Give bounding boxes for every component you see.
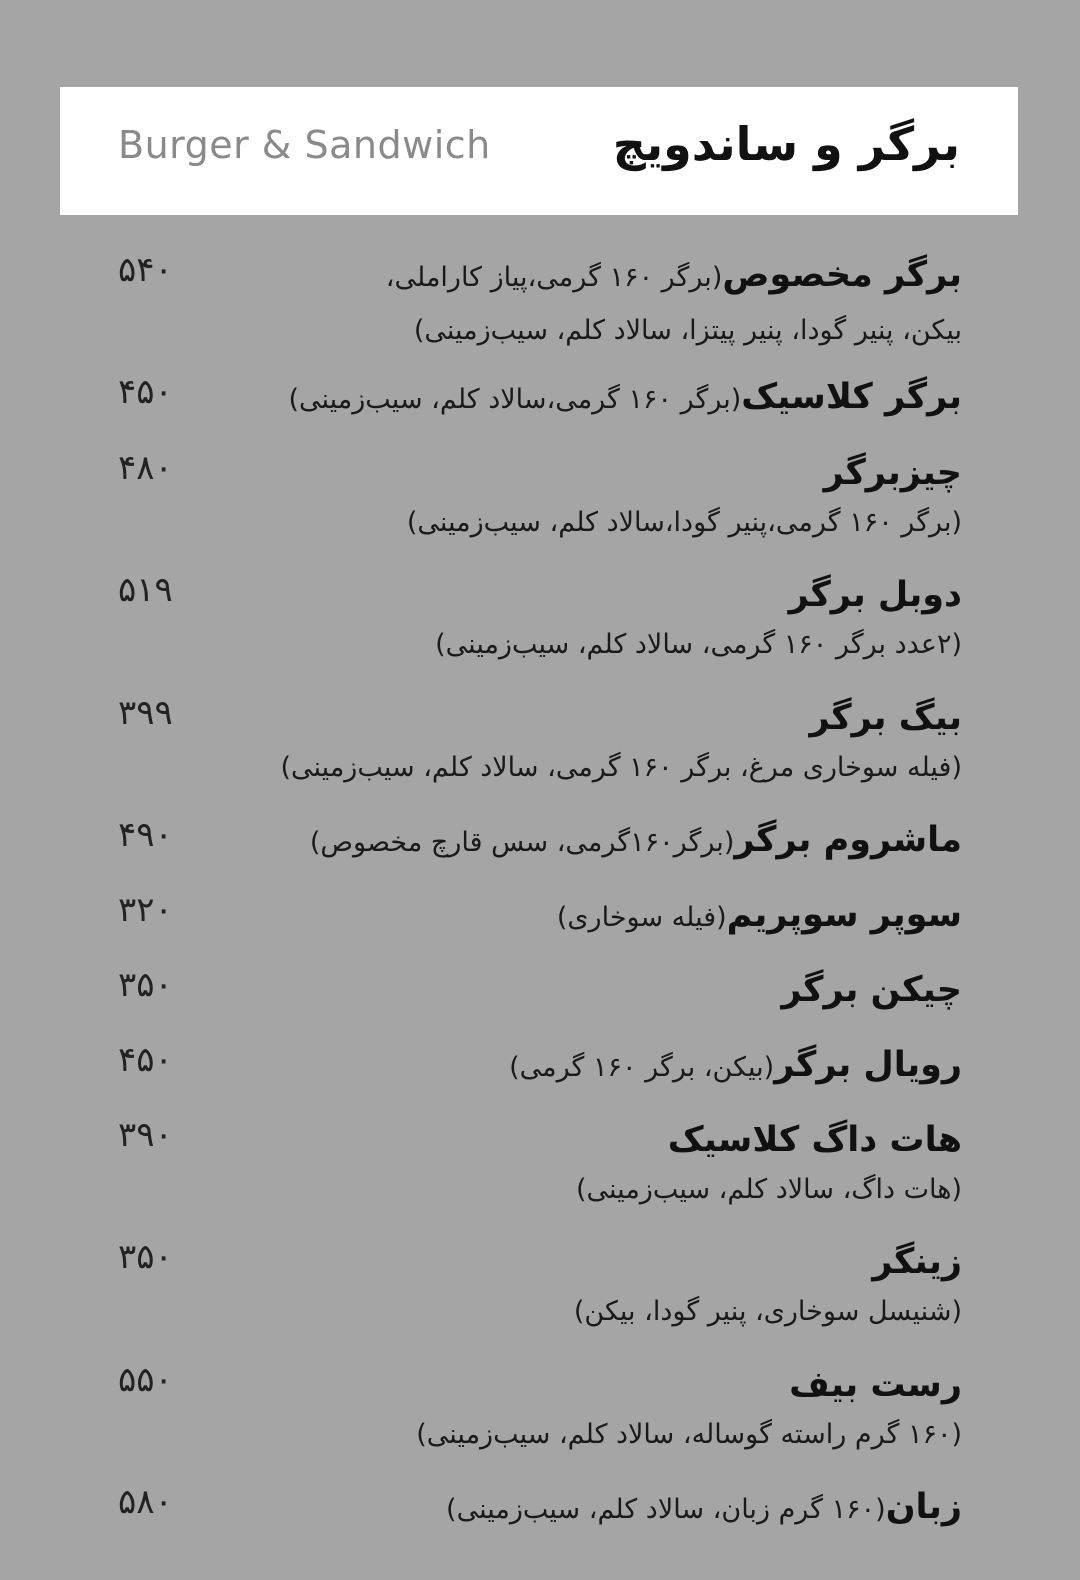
item-name: سوپر سوپریم [726, 895, 962, 935]
item-description: (شنیسل سوخاری، پنیر گودا، بیکن) [573, 1296, 962, 1327]
item-name: بیگ برگر [809, 698, 962, 738]
title-persian: برگر و ساندویچ [612, 117, 960, 171]
title-english: Burger & Sandwich [118, 123, 491, 167]
item-description: (فیله سوخاری مرغ، برگر ۱۶۰ گرمی، سالاد کلم، سیب‌زمینی) [280, 752, 962, 783]
item-name: برگر کلاسیک [741, 377, 962, 417]
item-price: ۳۹۰ [118, 1115, 173, 1155]
item-name: چیکن برگر [781, 970, 962, 1010]
item-description: (۱۶۰ گرم زبان، سالاد کلم، سیب‌زمینی) [446, 1494, 886, 1525]
item-name: هات داگ کلاسیک [667, 1120, 962, 1160]
item-price: ۵۵۰ [118, 1360, 173, 1400]
item-price: ۵۴۰ [118, 250, 173, 290]
item-price: ۴۵۰ [118, 372, 173, 412]
item-price: ۵۱۹ [118, 570, 173, 610]
item-description: (۱۶۰ گرم راسته گوساله، سالاد کلم، سیب‌زمینی) [416, 1419, 962, 1450]
item-description: (برگر ۱۶۰ گرمی،پنیر گودا،سالاد کلم، سیب‌زمینی) [406, 507, 962, 538]
item-description: (۲عدد برگر ۱۶۰ گرمی، سالاد کلم، سیب‌زمینی) [435, 629, 962, 660]
item-description: (برگر۱۶۰گرمی، سس قارچ مخصوص) [309, 827, 735, 858]
item-description-line2: بیکن، پنیر گودا، پنیر پیتزا، سالاد کلم، سیب‌زمینی) [413, 315, 962, 346]
item-price: ۴۵۰ [118, 1040, 173, 1080]
item-name: دوبل برگر [788, 575, 962, 615]
item-description: (فیله سوخاری) [556, 902, 727, 933]
item-price: ۵۸۰ [118, 1482, 173, 1522]
item-name: چیزبرگر [823, 453, 962, 493]
item-name: رست بیف [789, 1365, 962, 1405]
item-name: برگر مخصوص [722, 255, 962, 295]
item-name: زبان [885, 1487, 962, 1527]
item-price: ۴۹۰ [118, 815, 173, 855]
item-name: ماشروم برگر [734, 820, 962, 860]
item-price: ۳۵۰ [118, 1237, 173, 1277]
item-description: (برگر ۱۶۰ گرمی،پیاز کاراملی، [385, 262, 723, 293]
item-name: زینگر [872, 1242, 962, 1282]
item-description: (هات داگ، سالاد کلم، سیب‌زمینی) [575, 1174, 962, 1205]
item-price: ۴۸۰ [118, 448, 173, 488]
item-price: ۳۹۹ [118, 693, 173, 733]
item-price: ۳۵۰ [118, 965, 173, 1005]
item-description: (بیکن، برگر ۱۶۰ گرمی) [509, 1052, 775, 1083]
item-description: (برگر ۱۶۰ گرمی،سالاد کلم، سیب‌زمینی) [288, 384, 742, 415]
item-name: رویال برگر [774, 1045, 962, 1085]
item-price: ۳۲۰ [118, 890, 173, 930]
